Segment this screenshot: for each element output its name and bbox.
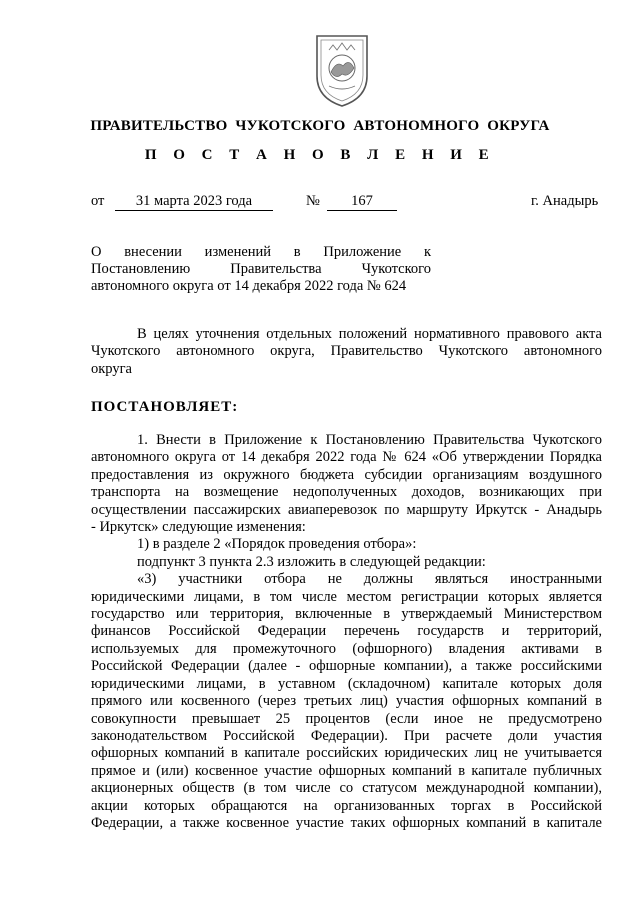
date-prefix: от (91, 193, 105, 209)
preamble (91, 326, 602, 378)
subject-line: автономного округа от 14 декабря 2022 года № 624 (91, 278, 407, 294)
number-label: № (306, 193, 320, 209)
body-line: 1. Внести в Приложение к Постановлению Правительства Чукотского (137, 432, 602, 448)
resolves-heading: ПОСТАНОВЛЯЕТ: (91, 399, 239, 415)
body-line: транспорта на возмещение недополученных доходов, возникающих при (91, 484, 602, 501)
body-line: Российской Федерации (далее - офшорные компании), а также российскими (91, 658, 602, 675)
body-line: офшорных компаний в капитале российских юридических лиц не учитывается (91, 745, 602, 762)
preamble-line: округа (91, 360, 132, 377)
subject-line: Постановлению Правительства Чукотского (91, 261, 431, 277)
body-line: используемых для промежуточного (офшорного) владения активами в (91, 640, 602, 657)
body-line: акционерных обществ (в том числе со статусом международной компании), (91, 780, 602, 797)
subject-line: О внесении изменений в Приложение к (91, 244, 431, 260)
city-label: г. Анадырь (531, 193, 599, 209)
body-line: Федерации, а также косвенное участие таких офшорных компаний в капитале (91, 814, 602, 831)
preamble-line: В целях уточнения отдельных положений нормативного правового акта (137, 326, 602, 342)
body-line: финансов Российской Федерации перечень государств и территорий, (91, 623, 602, 640)
body-line: юридическими лицами, в том числе местом регистрации которых является (91, 588, 602, 605)
body-line: 1) в разделе 2 «Порядок проведения отбора»: (137, 536, 417, 553)
body-line: осуществлении пассажирских авиаперевозок по маршруту Иркутск - Анадырь (91, 501, 602, 518)
body-line: акции которых обращаются на организованных торгах в Российской (91, 797, 602, 814)
document-number: 167 (327, 193, 397, 211)
resolution-body (91, 432, 602, 832)
document-date: 31 марта 2023 года (115, 193, 273, 211)
body-line: государство или территория, включенные в утверждаемый Министерством (91, 606, 602, 623)
body-line: предоставления из окружного бюджета субсидии организациям воздушного (91, 466, 602, 483)
body-line: законодательством Российской Федерации). При расчете доли участия (91, 727, 602, 744)
body-line: - Иркутск» следующие изменения: (91, 519, 306, 536)
document-type-title: П О С Т А Н О В Л Е Н И Е (144, 147, 496, 163)
body-line: юридическими лицами, в уставном (складочном) капитале которых доля (91, 675, 602, 692)
body-line: прямое и (или) косвенное участие офшорных компаний в капитале публичных (91, 762, 602, 779)
body-line: автономного округа от 14 декабря 2022 года № 624 «Об утверждении Порядка (91, 449, 602, 466)
coat-of-arms-icon (307, 28, 377, 108)
body-line: подпункт 3 пункта 2.3 изложить в следующей редакции: (137, 553, 486, 570)
preamble-line: Чукотского автономного округа, Правительство Чукотского автономного (91, 343, 602, 360)
document-subject (91, 244, 431, 295)
body-line: совокупности превышает 25 процентов (если иное не предусмотрено (91, 710, 602, 727)
body-line: «3) участники отбора не должны являться иностранными (137, 571, 602, 588)
body-line: прямого или косвенного (через третьих лиц) участия офшорных компаний в (91, 693, 602, 710)
organization-title: ПРАВИТЕЛЬСТВО ЧУКОТСКОГО АВТОНОМНОГО ОКРУГА (90, 118, 550, 134)
